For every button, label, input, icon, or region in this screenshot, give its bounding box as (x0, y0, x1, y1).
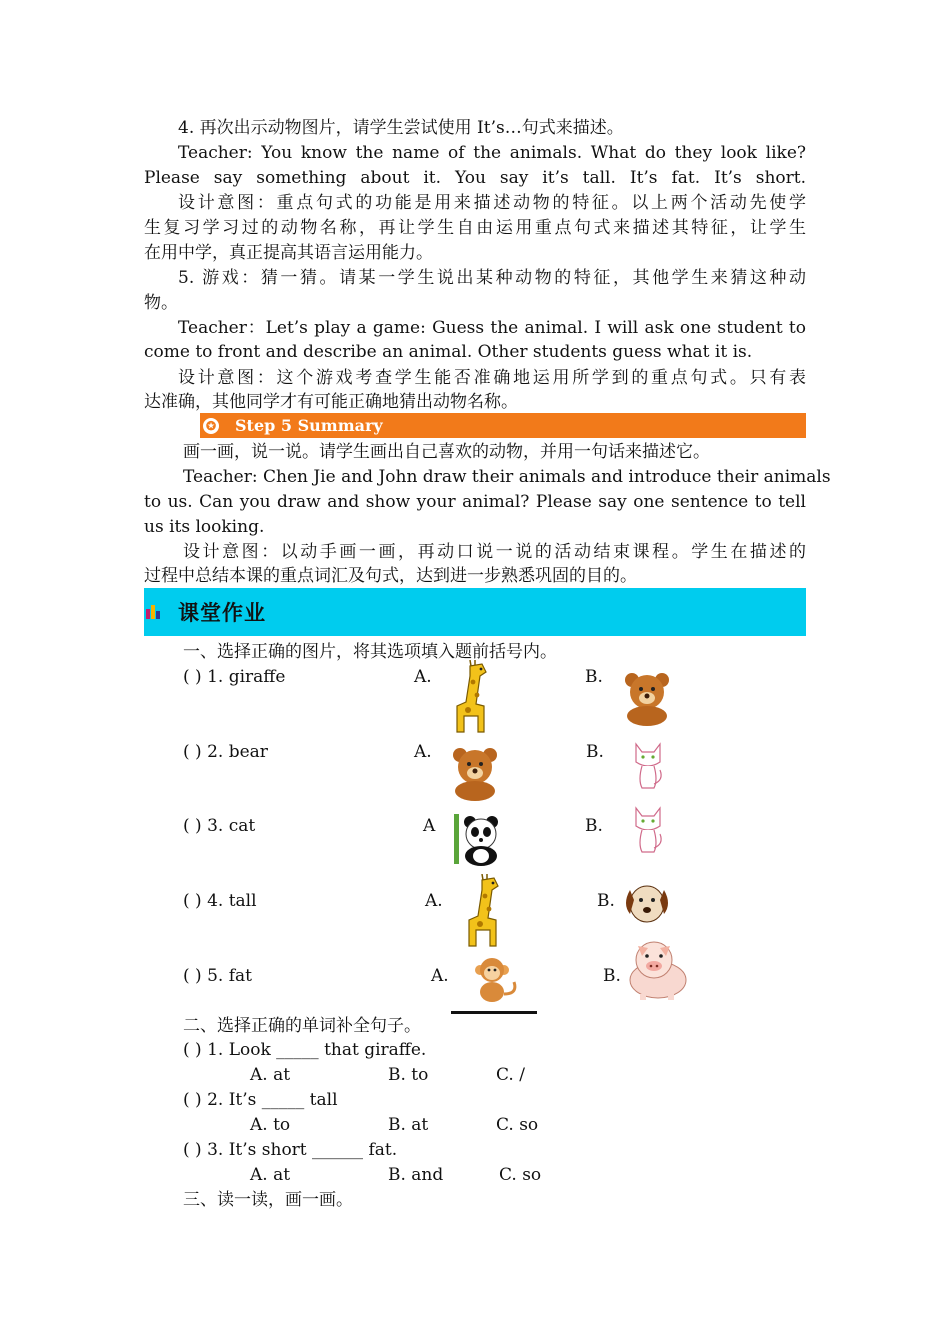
fill-blank-question: ( ) 3. It’s short ______ fat. (183, 1140, 398, 1160)
paragraph-line: 设计意图：重点句式的功能是用来描述动物的特征。以上两个活动先使学 (178, 193, 806, 213)
paragraph-line: 画一画，说一说。请学生画出自己喜欢的动物，并用一句话来描述它。 (183, 442, 710, 462)
question-number: ( ) 5. fat (183, 966, 252, 986)
pig-picture (624, 938, 696, 1002)
bear-picture (448, 744, 502, 802)
paragraph-line: 4. 再次出示动物图片，请学生尝试使用 It’s…句式来描述。 (178, 118, 624, 138)
homework-title: 课堂作业 (178, 600, 266, 625)
option-a-label: A. (425, 891, 443, 911)
fill-blank-question: ( ) 1. Look _____ that giraffe. (183, 1040, 427, 1060)
section-heading: 二、选择正确的单词补全句子。 (183, 1016, 421, 1036)
paragraph-line: Please say something about it. You say it’s tall. It’s fat. It’s short. (144, 168, 806, 188)
option-b-label: B. (585, 816, 603, 836)
question-number: ( ) 2. bear (183, 742, 268, 762)
paragraph-line: Teacher: You know the name of the animals. What do they look like? (178, 143, 806, 163)
option-b-label: B. (586, 742, 604, 762)
paragraph-line: 在用中学，真正提高其语言运用能力。 (144, 243, 433, 263)
step-heading-bar (200, 413, 806, 438)
dog-picture (622, 880, 672, 926)
paragraph-line: 生复习学习过的动物名称，再让学生自由运用重点句式来描述其特征，让学生 (144, 218, 806, 238)
paragraph-line: 物。 (144, 293, 178, 313)
choice-c: C. so (496, 1115, 539, 1135)
option-b-label: B. (603, 966, 621, 986)
bear-picture (620, 670, 674, 726)
option-a-label: A. (414, 742, 432, 762)
paragraph-line: come to front and describe an animal. Other students guess what it is. (144, 342, 753, 362)
paragraph-line: 设计意图：以动手画一画，再动口说一说的活动结束课程。学生在描述的 (183, 542, 806, 562)
fill-blank-question: ( ) 2. It’s _____ tall (183, 1090, 338, 1110)
choice-c: C. / (496, 1065, 525, 1085)
choice-a: A. at (250, 1065, 291, 1085)
option-a-label: A. (414, 667, 432, 687)
star-icon: ✪ (203, 418, 219, 434)
paragraph-line: 设计意图：这个游戏考查学生能否准确地运用所学到的重点句式。只有表 (178, 368, 806, 388)
giraffe-picture (450, 874, 510, 948)
question-number: ( ) 4. tall (183, 891, 257, 911)
option-b-label: B. (597, 891, 615, 911)
choice-a: A. at (250, 1165, 291, 1185)
choice-b: B. to (388, 1065, 429, 1085)
option-a-label: A (423, 816, 436, 836)
panda-picture (450, 812, 512, 868)
paragraph-line: 5. 游戏：猜一猜。请某一学生说出某种动物的特征，其他学生来猜这种动 (178, 268, 806, 288)
section-heading: 三、读一读，画一画。 (183, 1190, 353, 1210)
choice-c: C. so (499, 1165, 542, 1185)
giraffe-picture (440, 660, 496, 734)
paragraph-line: 达准确，其他同学才有可能正确地猜出动物名称。 (144, 392, 518, 412)
option-b-label: B. (585, 667, 603, 687)
paragraph-line: Teacher：Let’s play a game: Guess the animal. I will ask one student to (178, 318, 806, 338)
cat-picture (628, 740, 668, 792)
paragraph-line: us its looking. (144, 517, 265, 537)
paragraph-line: 过程中总结本课的重点词汇及句式，达到进一步熟悉巩固的目的。 (144, 566, 637, 586)
cat-picture (628, 804, 668, 856)
monkey-picture (470, 954, 520, 1004)
question-number: ( ) 1. giraffe (183, 667, 286, 687)
choice-a: A. to (250, 1115, 291, 1135)
step-heading: Step 5 Summary (235, 416, 383, 435)
option-a-label: A. (431, 966, 449, 986)
bookmark-icon (146, 605, 160, 619)
paragraph-line: to us. Can you draw and show your animal? Please say one sentence to tell (144, 492, 806, 512)
homework-heading-bar (144, 588, 806, 636)
divider-line (451, 1011, 537, 1014)
paragraph-line: Teacher: Chen Jie and John draw their animals and introduce their animals (183, 467, 831, 487)
choice-b: B. at (388, 1115, 429, 1135)
section-heading: 一、选择正确的图片，将其选项填入题前括号内。 (183, 642, 557, 662)
choice-b: B. and (388, 1165, 444, 1185)
question-number: ( ) 3. cat (183, 816, 256, 836)
